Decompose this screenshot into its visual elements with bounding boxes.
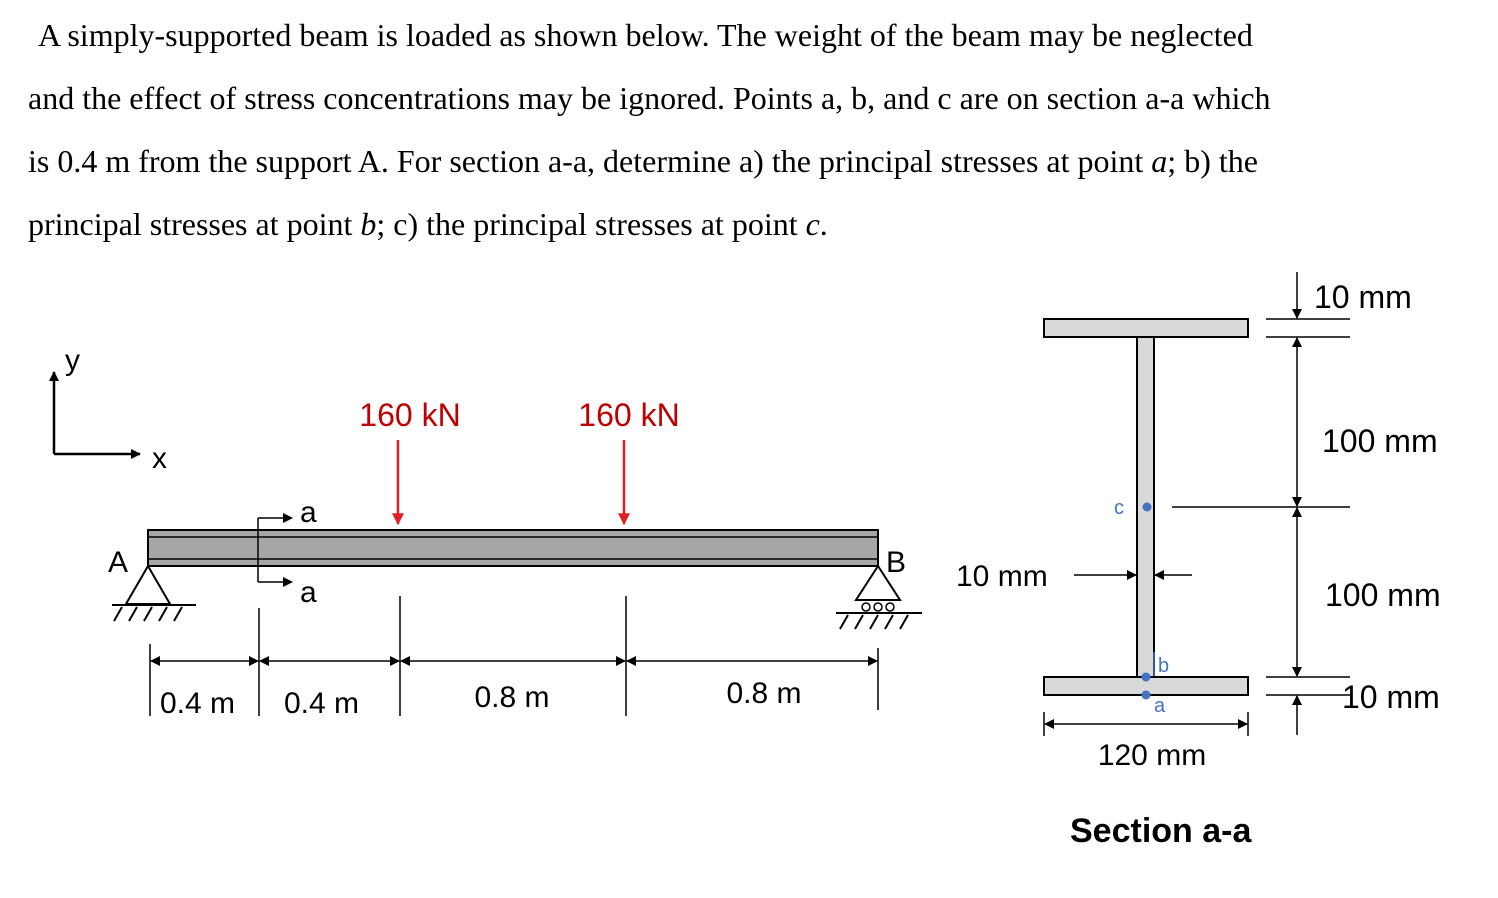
dim-label-1: 0.4 m [160, 687, 236, 720]
section-label-top: a [300, 496, 317, 529]
section-title: Section a-a [1070, 812, 1252, 850]
ground-hatch-a [114, 607, 182, 621]
dim-label-3: 0.8 m [474, 681, 550, 714]
support-b-label: B [886, 546, 907, 579]
problem-line-3-start: is 0.4 m from the support A. For section a-a, determine a) the principal stresses at point [28, 143, 1152, 179]
dim-label-4: 0.8 m [726, 677, 802, 710]
roller-wheel [886, 603, 894, 611]
ground-hatch-b [840, 615, 908, 629]
roller-wheel [862, 603, 870, 611]
web-lower-height-label: 100 mm [1325, 577, 1441, 613]
web-upper-height-label: 100 mm [1322, 423, 1438, 459]
beam-dimensions [150, 596, 878, 720]
section-label-bottom: a [300, 576, 317, 609]
i-section [956, 272, 1441, 850]
problem-line-2: and the effect of stress concentrations may be ignored. Points a, b, and c are on section a-a which [28, 80, 1271, 116]
problem-line-4-end: . [819, 206, 828, 242]
point-b-label: b [1158, 655, 1170, 677]
problem-line-4-mid: ; c) the principal stresses at point [376, 206, 806, 242]
web-thickness-label: 10 mm [956, 560, 1048, 593]
coordinate-axes [54, 344, 167, 475]
point-b-ref: b [360, 206, 377, 242]
problem-line-4-start: principal stresses at point [28, 206, 361, 242]
top-flange-thickness-label: 10 mm [1314, 279, 1412, 315]
support-a-label: A [108, 546, 129, 579]
flange-width-label: 120 mm [1097, 739, 1207, 772]
problem-line-3-end: ; b) the [1167, 143, 1258, 179]
problem-line-1: A simply-supported beam is loaded as shown below. The weight of the beam may be neglected [38, 17, 1253, 53]
point-loads [359, 397, 679, 524]
load-label-1: 160 kN [359, 397, 461, 433]
point-a-ref: a [1151, 143, 1168, 179]
roller-wheel [874, 603, 882, 611]
top-flange [1044, 319, 1248, 337]
point-c-marker [1143, 503, 1152, 512]
dim-label-2: 0.4 m [284, 687, 360, 720]
point-c-label: c [1114, 497, 1124, 519]
point-c-ref: c [805, 206, 820, 242]
y-axis-label: y [65, 344, 80, 377]
point-b-marker [1142, 673, 1151, 682]
x-axis-label: x [152, 442, 167, 475]
point-a-label: a [1154, 695, 1166, 717]
bottom-flange-thickness-label: 10 mm [1342, 679, 1440, 715]
point-a-marker [1142, 691, 1151, 700]
load-label-2: 160 kN [578, 397, 680, 433]
pin-support-triangle [126, 566, 170, 604]
